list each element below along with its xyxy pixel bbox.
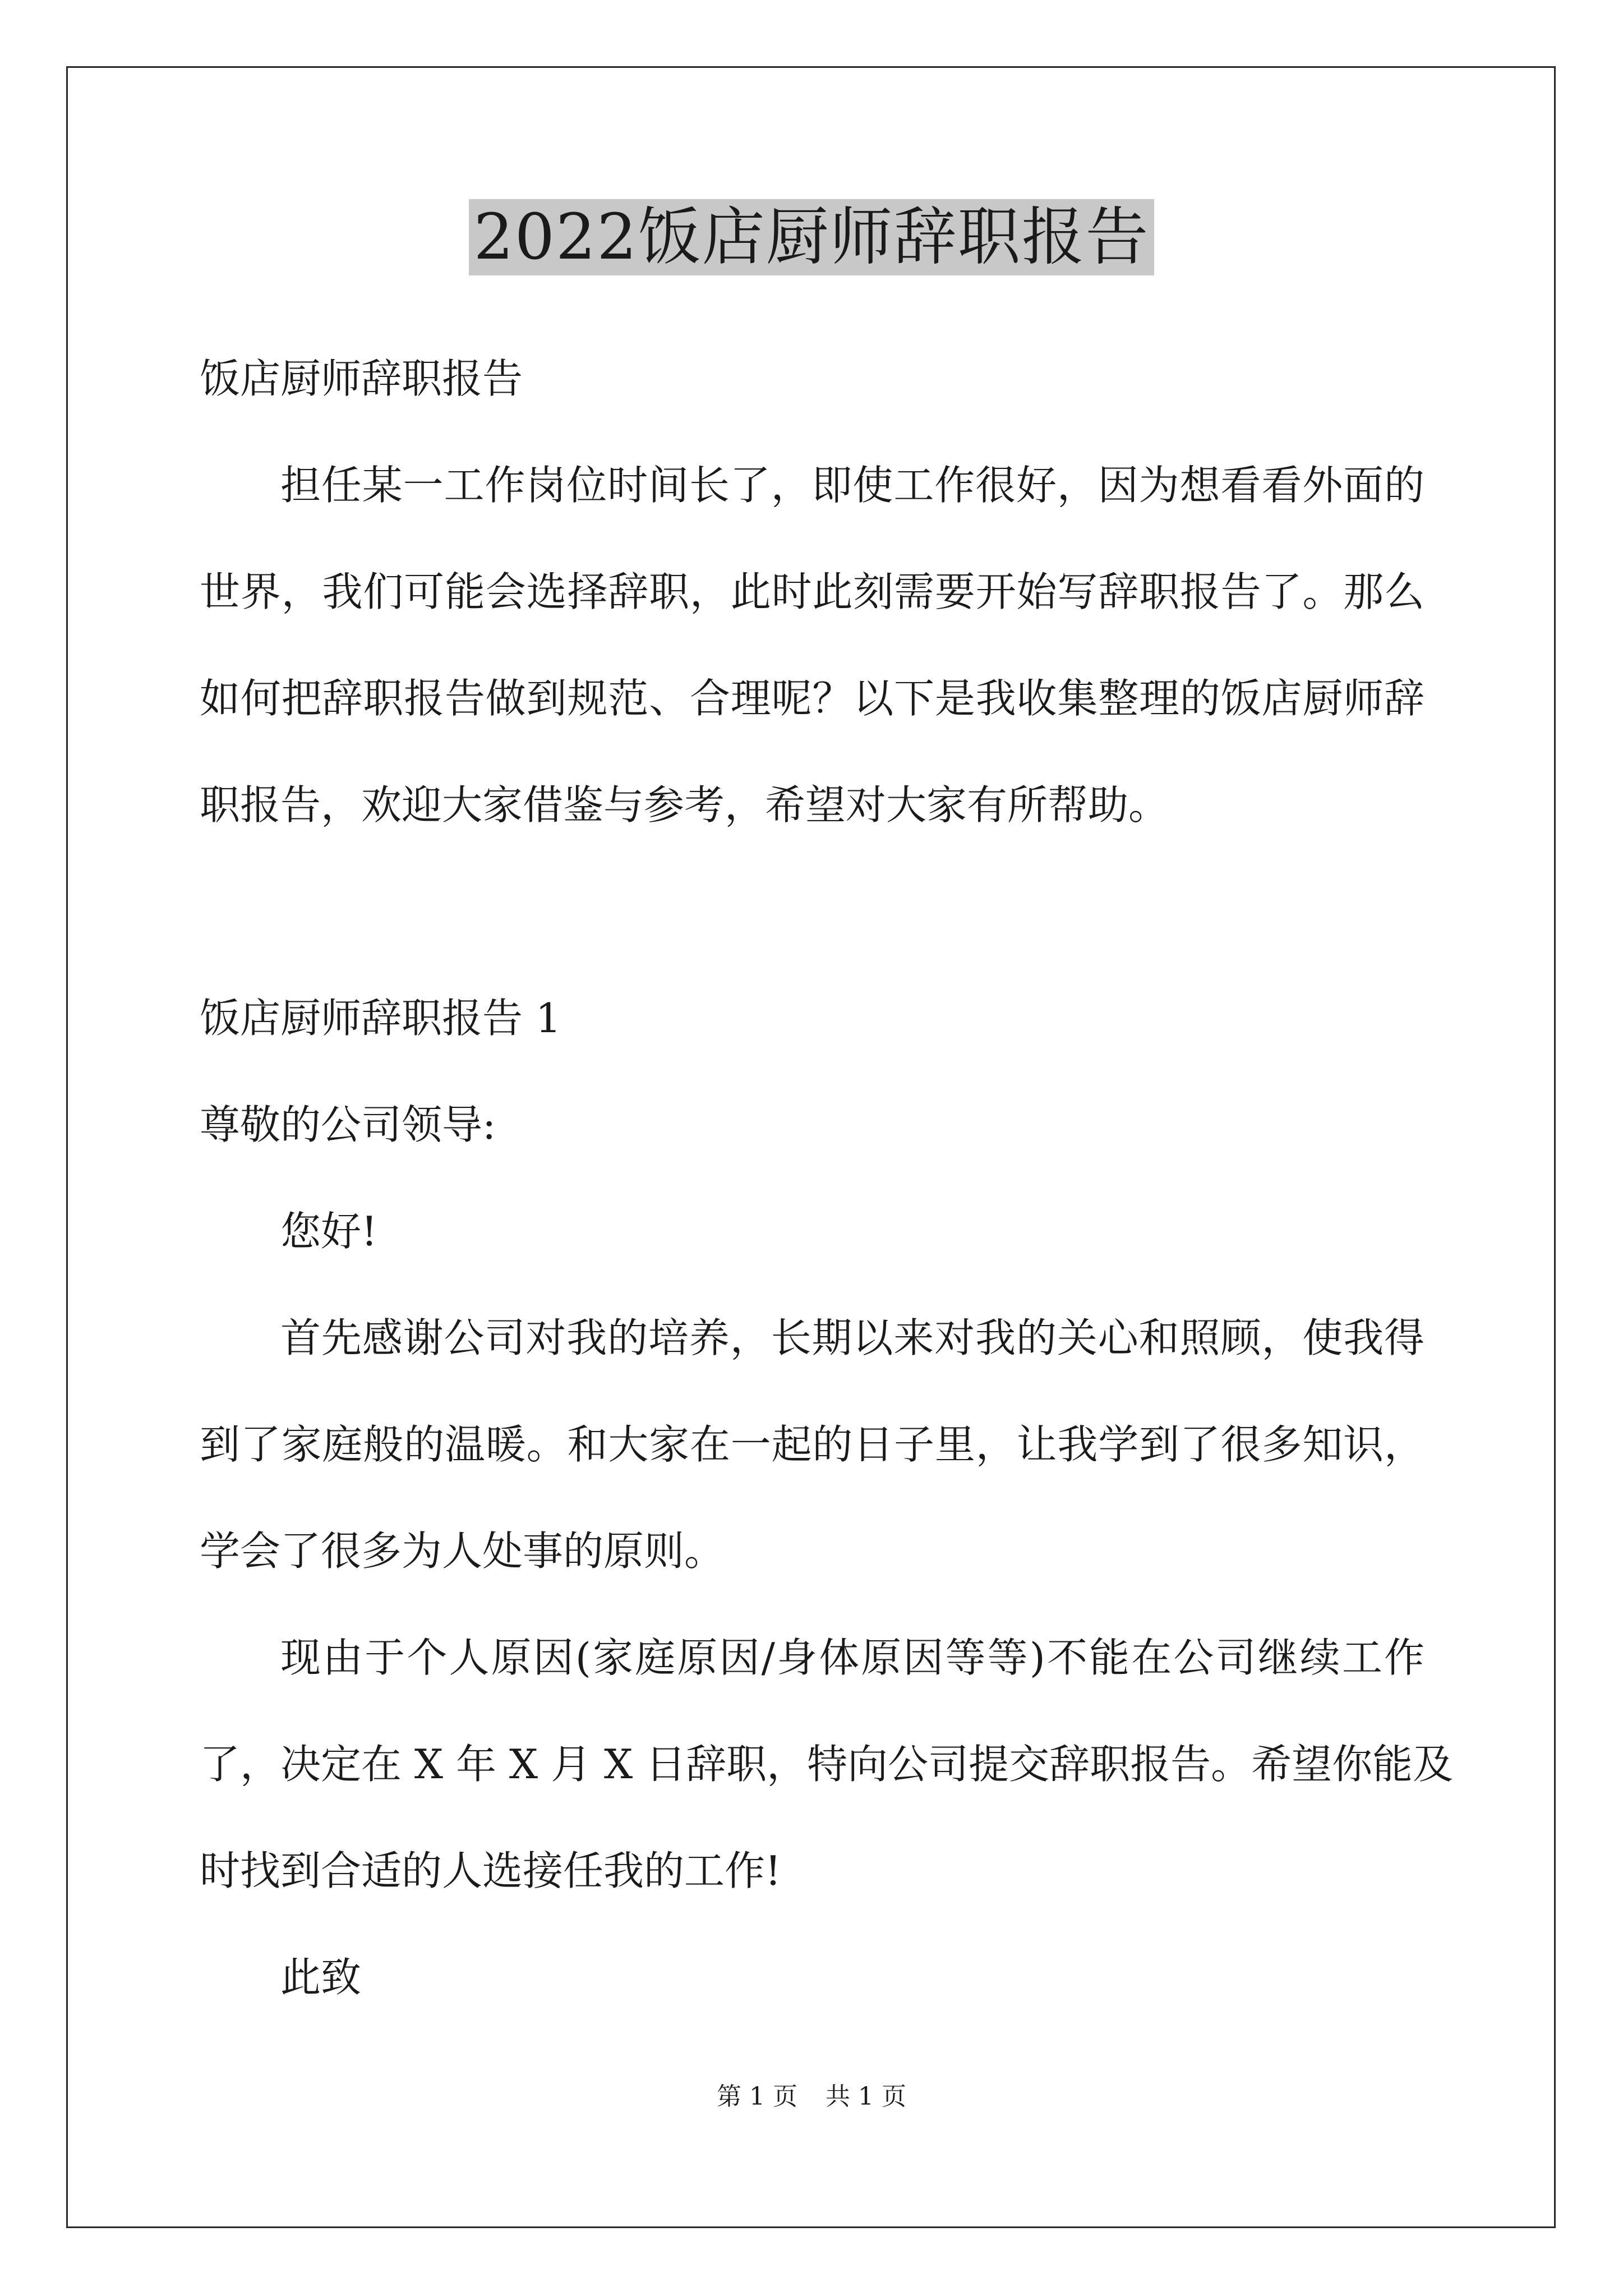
intro-line-1: 担任某一工作岗位时间长了，即使工作很好，因为想看看外面的 [280, 462, 1424, 509]
salutation: 尊敬的公司领导: [200, 1101, 496, 1148]
para-2-line-2: 了，决定在 X 年 X 月 X 日辞职，特向公司提交辞职报告。希望你能及 [200, 1741, 1454, 1788]
para-1-line-3: 学会了很多为人处事的原则。 [200, 1527, 725, 1575]
intro-line-4: 职报告，欢迎大家借鉴与参考，希望对大家有所帮助。 [200, 781, 1169, 829]
section-heading-1: 饭店厨师辞职报告 1 [200, 995, 561, 1042]
title-container [0, 199, 1623, 275]
intro-line-2: 世界，我们可能会选择辞职，此时此刻需要开始写辞职报告了。那么 [200, 568, 1424, 615]
page-total: 共 1 页 [826, 2082, 906, 2111]
document-title: 2022饭店厨师辞职报告 [469, 199, 1154, 275]
intro-line-3: 如何把辞职报告做到规范、合理呢？以下是我收集整理的饭店厨师辞 [200, 675, 1424, 722]
closing: 此致 [280, 1954, 362, 2001]
para-1-line-2: 到了家庭般的温暖。和大家在一起的日子里，让我学到了很多知识， [200, 1421, 1424, 1468]
page-footer [0, 2081, 1623, 2113]
greeting: 您好! [280, 1208, 377, 1255]
page-number: 第 1 页 [717, 2082, 797, 2111]
para-2-line-3: 时找到合适的人选接任我的工作! [200, 1847, 781, 1894]
section-heading-main: 饭店厨师辞职报告 [200, 355, 523, 402]
para-1-line-1: 首先感谢公司对我的培养，长期以来对我的关心和照顾，使我得 [280, 1314, 1424, 1361]
para-2-line-1: 现由于个人原因(家庭原因/身体原因等等)不能在公司继续工作 [280, 1634, 1424, 1681]
